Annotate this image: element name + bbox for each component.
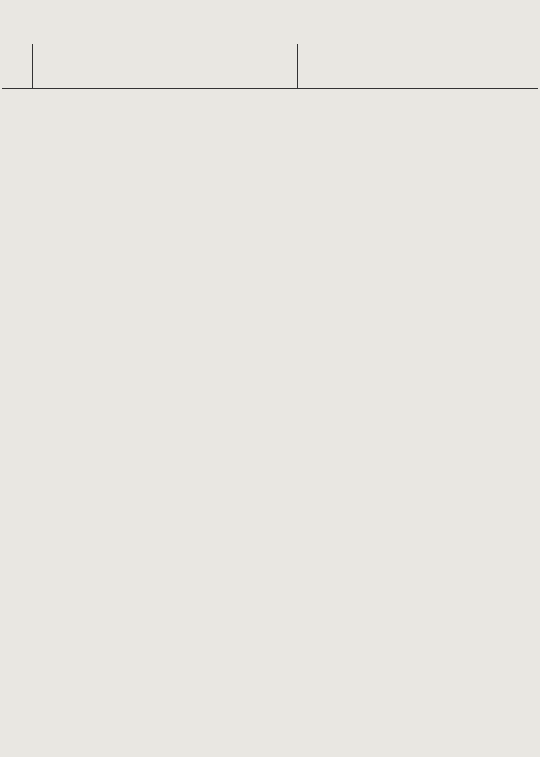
- header-content: [32, 44, 297, 89]
- header-distribution: [297, 44, 538, 89]
- header-num: [2, 44, 32, 89]
- plan-table: [2, 44, 538, 89]
